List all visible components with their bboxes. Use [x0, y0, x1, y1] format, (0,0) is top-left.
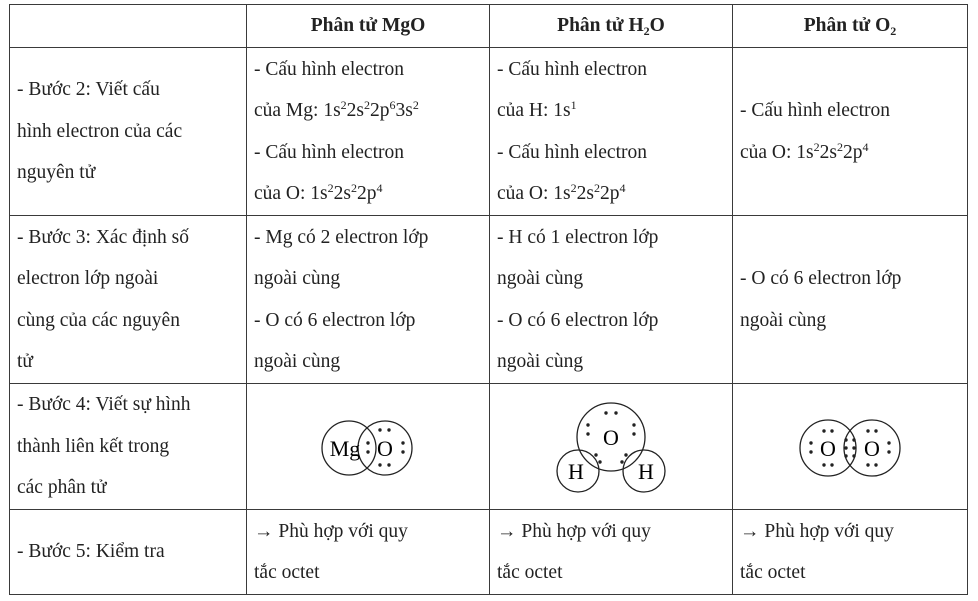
row-step-5: [10, 510, 968, 595]
row-step-2: [10, 48, 968, 216]
h-right-symbol: H: [638, 458, 654, 484]
step-5-o2: → Phù hợp với quy tắc octet: [733, 510, 968, 595]
step-4-label: - Bước 4: Viết sự hình thành liên kết trong các phân tử: [10, 384, 247, 510]
mg-symbol: Mg: [329, 435, 361, 461]
mgo-lewis-diagram: [313, 412, 423, 482]
step-2-label: - Bước 2: Viết cấu hình electron của các nguyên tử: [10, 48, 247, 216]
step-4-mgo-diagram: [247, 384, 490, 510]
row-step-3: [10, 216, 968, 384]
o-right-symbol: O: [864, 435, 880, 461]
header-h2o: Phân tử $H_2O$: [490, 5, 733, 48]
h2o-lewis-diagram: [556, 399, 666, 495]
o2-lewis-diagram: [785, 412, 915, 482]
step-3-mgo: - Mg có 2 electron lớp ngoài cùng - O có 6 electron lớp ngoài cùng: [247, 216, 490, 384]
header-o2: Phân tử $O_2$: [733, 5, 968, 48]
step-2-o2: - Cấu hình electron của O: $1s^22s^22p^4$: [733, 48, 968, 216]
h-left-symbol: H: [568, 458, 584, 484]
row-step-4: [10, 384, 968, 510]
header-empty: [10, 5, 247, 48]
step-3-label: - Bước 3: Xác định số electron lớp ngoài cùng của các nguyên tử: [10, 216, 247, 384]
step-2-h2o: - Cấu hình electron của H: $1s^1$ - Cấu hình electron của O: $1s^22s^22p^4$: [490, 48, 733, 216]
o-symbol: O: [377, 435, 393, 461]
o-left-symbol: O: [820, 435, 836, 461]
step-3-o2: - O có 6 electron lớp ngoài cùng: [733, 216, 968, 384]
step-5-h2o: → Phù hợp với quy tắc octet: [490, 510, 733, 595]
lewis-structure-table: [9, 4, 968, 595]
step-5-label: - Bước 5: Kiểm tra: [10, 510, 247, 595]
step-5-mgo: → Phù hợp với quy tắc octet: [247, 510, 490, 595]
step-4-h2o-diagram: [490, 384, 733, 510]
step-4-o2-diagram: [733, 384, 968, 510]
step-3-h2o: - H có 1 electron lớp ngoài cùng - O có 6 electron lớp ngoài cùng: [490, 216, 733, 384]
step-2-mgo: - Cấu hình electron của Mg: $1s^22s^22p^63s^2$ - Cấu hình electron của O: $1s^22s^22p^4$: [247, 48, 490, 216]
header-mgo: Phân tử MgO: [247, 5, 490, 48]
header-row: [10, 5, 968, 48]
o-symbol: O: [603, 424, 619, 450]
